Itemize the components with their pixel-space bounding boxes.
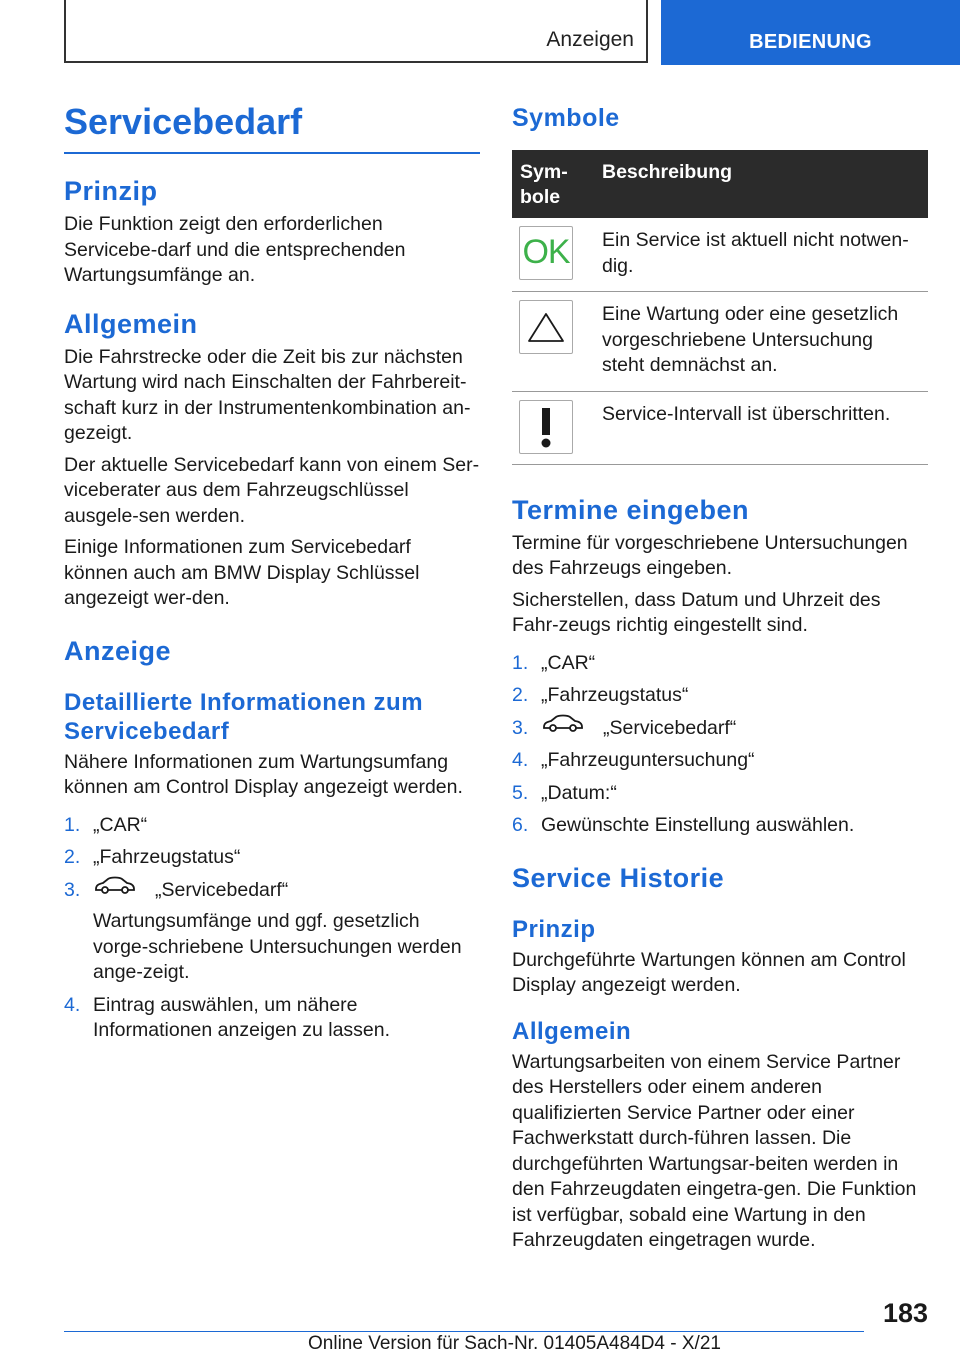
step-text: „Fahrzeugstatus“ <box>93 846 241 868</box>
list-item <box>512 813 928 839</box>
page-number: 183 <box>882 1298 928 1328</box>
table-cell: Eine Wartung oder eine gesetzlich vorgeschriebene Untersuchung steht demnächst an. <box>594 292 928 392</box>
list-item <box>512 716 928 742</box>
anzeige-subheading: Detaillierte Informationen zum Servicebedarf <box>64 688 424 745</box>
right-column <box>512 100 928 1254</box>
historie-prinzip-heading: Prinzip <box>512 915 596 943</box>
step-number: 1. <box>512 651 529 674</box>
step-number: 2. <box>64 846 81 868</box>
list-item <box>512 683 928 709</box>
warning-triangle-icon <box>519 300 573 354</box>
historie-allgemein-heading: Allgemein <box>512 1017 632 1045</box>
footer-text: Online Version für Sach-Nr. 01405A484D4 - X/21 <box>308 1333 721 1354</box>
page-title: Servicebedarf <box>64 100 480 154</box>
table-row <box>512 292 928 392</box>
table-cell: Service-Intervall ist überschritten. <box>594 391 928 464</box>
header-section-label: Anzeigen <box>546 28 634 51</box>
step-extra-text: Wartungsumfänge und ggf. gesetzlich vorge-schriebene Untersuchungen werden ange-zeigt. <box>93 910 462 983</box>
step-text: „Fahrzeuguntersuchung“ <box>541 749 755 771</box>
termine-heading: Termine eingeben <box>512 494 750 525</box>
footer-divider <box>64 1331 864 1332</box>
allgemein-paragraph-2: Der aktuelle Servicebedarf kann von einem Ser-viceberater aus dem Fahrzeugschlüssel ausgele-sen werden. <box>64 453 480 527</box>
step-number: 5. <box>512 781 529 804</box>
car-icon <box>541 713 585 741</box>
step-text: „Datum:“ <box>541 781 617 804</box>
step-number: 2. <box>512 684 529 706</box>
step-number: 3. <box>64 878 81 901</box>
col-header-description: Beschreibung <box>594 150 928 218</box>
left-column <box>64 100 480 1051</box>
table-header-row <box>512 150 928 218</box>
step-number: 4. <box>512 749 529 771</box>
termine-paragraph-2: Sicherstellen, dass Datum und Uhrzeit des Fahr-zeugs richtig eingestellt sind. <box>512 588 881 636</box>
allgemein-paragraph-3: Einige Informationen zum Servicebedarf können auch am BMW Display Schlüssel angezeigt wer-den. <box>64 536 420 609</box>
allgemein-paragraph-1: Die Fahrstrecke oder die Zeit bis zur nächsten Wartung wird nach Einschalten der Fahrbereit-schaft kurz in der Instrumentenkombination an-gezeigt. <box>64 345 471 444</box>
table-row <box>512 391 928 464</box>
table-row <box>512 218 928 292</box>
prinzip-heading: Prinzip <box>64 176 158 206</box>
symbol-table <box>512 150 928 465</box>
header-section-box <box>64 0 648 63</box>
allgemein-heading: Allgemein <box>64 308 198 339</box>
step-text: Gewünschte Einstellung auswählen. <box>541 814 855 836</box>
list-item <box>512 748 928 774</box>
step-text: „CAR“ <box>541 651 596 674</box>
header-chapter-label: BEDIENUNG <box>749 31 872 53</box>
symbole-heading: Symbole <box>512 104 620 132</box>
anzeige-text: Nähere Informationen zum Wartungsumfang können am Control Display angezeigt werden. <box>64 750 463 798</box>
ok-icon-label: OK <box>522 233 570 272</box>
historie-heading: Service Historie <box>512 862 725 893</box>
list-item <box>512 781 928 807</box>
list-item <box>64 813 480 839</box>
termine-steps-list <box>512 651 928 839</box>
step-text: Eintrag auswählen, um nähere Informationen anzeigen zu lassen. <box>93 993 391 1041</box>
step-text: „Servicebedarf“ <box>603 716 737 739</box>
step-number: 6. <box>512 814 529 836</box>
termine-paragraph-1: Termine für vorgeschriebene Untersuchungen des Fahrzeugs eingeben. <box>512 531 908 579</box>
table-cell: Ein Service ist aktuell nicht notwen-dig. <box>594 218 928 292</box>
ok-icon <box>519 226 573 280</box>
anzeige-steps-list <box>64 813 480 1044</box>
step-text: „Servicebedarf“ <box>155 878 289 901</box>
car-icon <box>93 875 137 903</box>
list-item <box>64 878 480 986</box>
historie-allgemein-text: Wartungsarbeiten von einem Service Partner des Herstellers oder einem anderen qualifizierten Service Partner oder einer Fachwerkstatt durch-führen lassen. Die durchgeführten Wartungsar-beiten werden in den Fahrzeugdaten eingetra-gen. Die Funktion ist verfügbar, sobald eine Wartung in den Fahrzeugdaten eingetragen wurde. <box>512 1050 917 1251</box>
prinzip-text: Die Funktion zeigt den erforderlichen Servicebe-darf und die entsprechenden Wartungsumfänge an. <box>64 213 406 286</box>
historie-prinzip-text: Durchgeführte Wartungen können am Control Display angezeigt werden. <box>512 948 906 996</box>
step-text: „Fahrzeugstatus“ <box>541 684 689 706</box>
step-number: 1. <box>64 813 81 836</box>
list-item <box>512 651 928 677</box>
step-text: „CAR“ <box>93 813 148 836</box>
exclamation-icon <box>519 400 573 454</box>
list-item <box>64 845 480 871</box>
header-chapter-tab <box>661 0 960 65</box>
list-item <box>64 993 480 1044</box>
step-number: 3. <box>512 716 529 739</box>
anzeige-heading: Anzeige <box>64 635 172 666</box>
step-number: 4. <box>64 993 81 1016</box>
col-header-symbol: Sym-bole <box>512 150 594 218</box>
